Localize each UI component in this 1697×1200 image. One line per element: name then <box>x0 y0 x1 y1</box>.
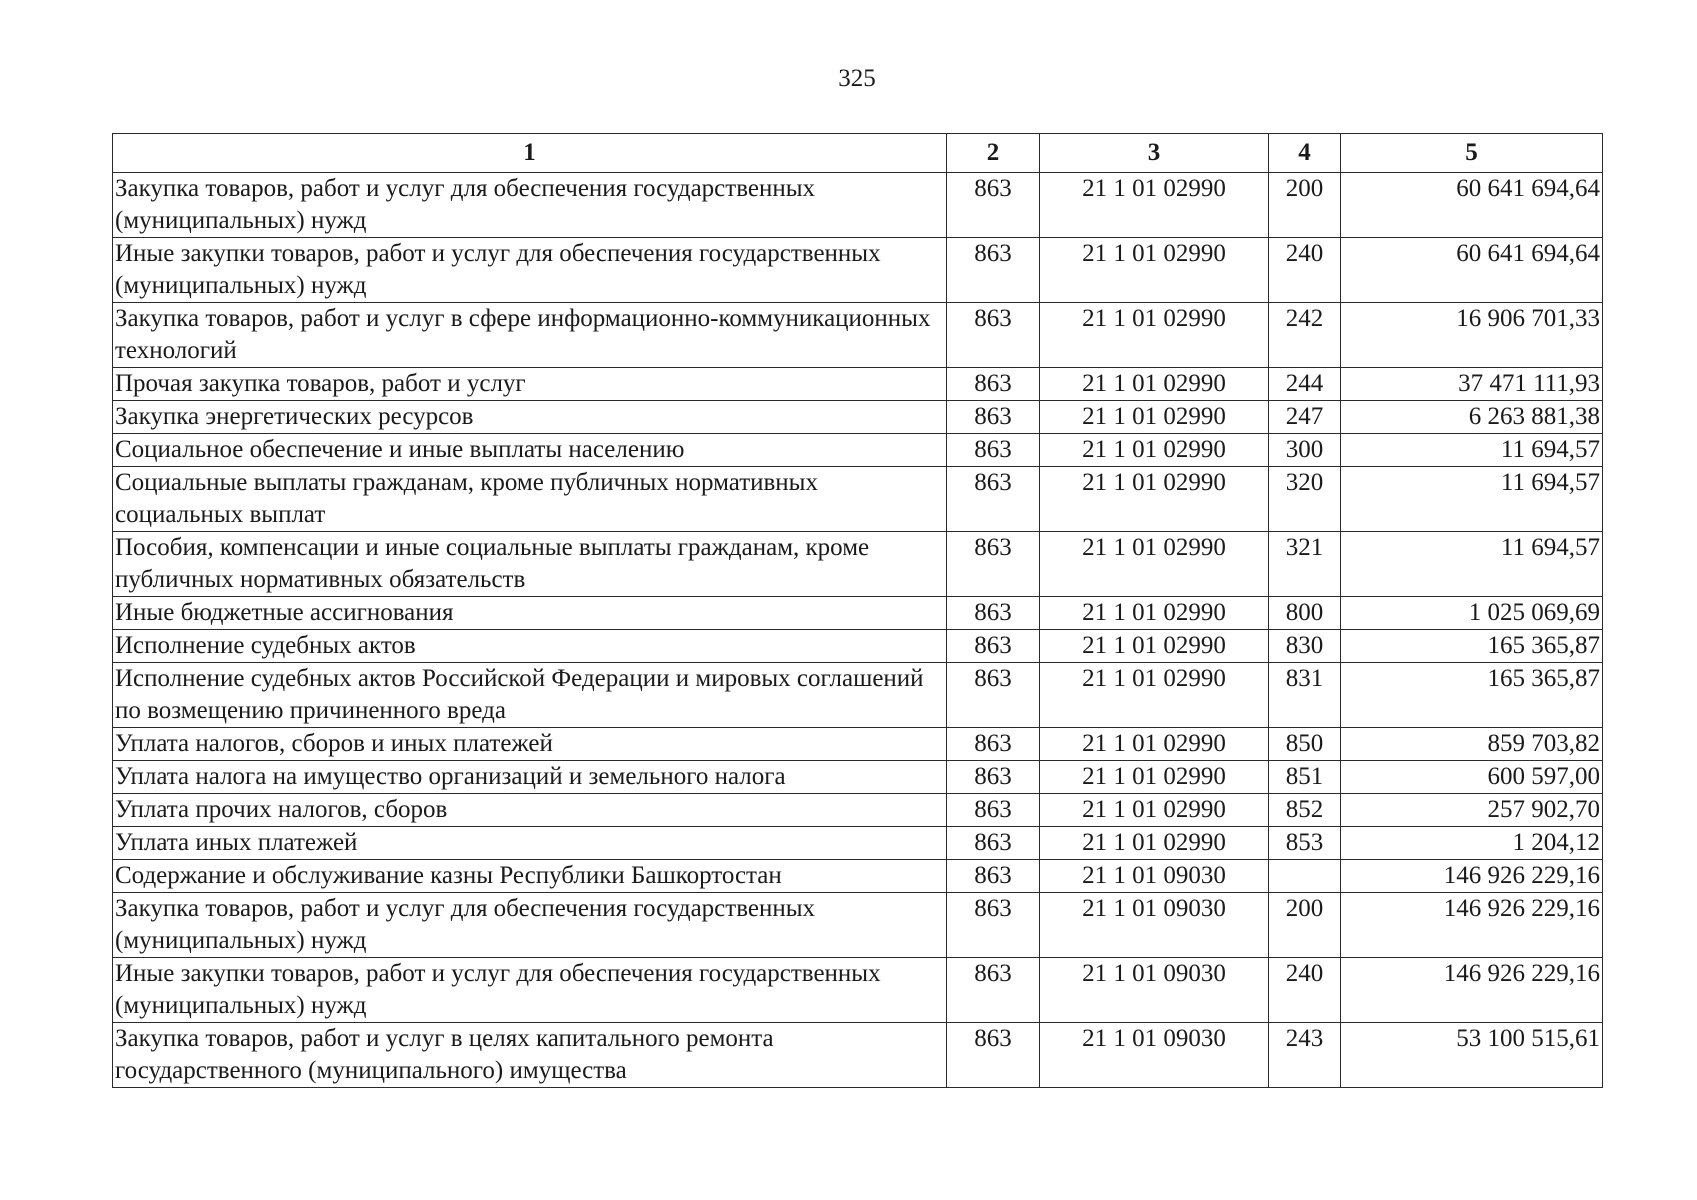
row-name: Уплата налогов, сборов и иных платежей <box>113 728 947 761</box>
table-row <box>113 401 1603 434</box>
row-vr: 831 <box>1269 663 1341 728</box>
row-sum: 146 926 229,16 <box>1341 860 1603 893</box>
table-row <box>113 794 1603 827</box>
row-vr: 247 <box>1269 401 1341 434</box>
row-vr: 853 <box>1269 827 1341 860</box>
row-sum: 600 597,00 <box>1341 761 1603 794</box>
row-sum: 11 694,57 <box>1341 532 1603 597</box>
row-kcsr: 21 1 01 02990 <box>1040 303 1269 368</box>
row-kcsr: 21 1 01 09030 <box>1040 1023 1269 1088</box>
row-name: Уплата иных платежей <box>113 827 947 860</box>
row-kcsr: 21 1 01 02990 <box>1040 434 1269 467</box>
row-name: Пособия, компенсации и иные социальные выплаты гражданам, кроме публичных нормативных обязательств <box>113 532 947 597</box>
row-sum: 859 703,82 <box>1341 728 1603 761</box>
header-col-1: 1 <box>113 134 947 173</box>
row-vr: 850 <box>1269 728 1341 761</box>
table-row <box>113 893 1603 958</box>
table-row <box>113 728 1603 761</box>
row-code: 863 <box>947 893 1040 958</box>
row-kcsr: 21 1 01 02990 <box>1040 368 1269 401</box>
row-sum: 257 902,70 <box>1341 794 1603 827</box>
row-code: 863 <box>947 761 1040 794</box>
row-code: 863 <box>947 467 1040 532</box>
row-sum: 146 926 229,16 <box>1341 958 1603 1023</box>
header-col-2: 2 <box>947 134 1040 173</box>
row-vr: 200 <box>1269 173 1341 238</box>
row-kcsr: 21 1 01 02990 <box>1040 238 1269 303</box>
table-row <box>113 532 1603 597</box>
row-kcsr: 21 1 01 09030 <box>1040 958 1269 1023</box>
row-kcsr: 21 1 01 02990 <box>1040 401 1269 434</box>
row-vr: 240 <box>1269 958 1341 1023</box>
row-sum: 1 204,12 <box>1341 827 1603 860</box>
row-sum: 165 365,87 <box>1341 630 1603 663</box>
row-name: Закупка энергетических ресурсов <box>113 401 947 434</box>
row-name: Иные закупки товаров, работ и услуг для обеспечения государственных (муниципальных) нужд <box>113 958 947 1023</box>
row-sum: 11 694,57 <box>1341 467 1603 532</box>
row-kcsr: 21 1 01 02990 <box>1040 630 1269 663</box>
row-kcsr: 21 1 01 02990 <box>1040 597 1269 630</box>
row-vr: 851 <box>1269 761 1341 794</box>
row-name: Закупка товаров, работ и услуг в сфере информационно-коммуникационных технологий <box>113 303 947 368</box>
row-code: 863 <box>947 827 1040 860</box>
header-col-5: 5 <box>1341 134 1603 173</box>
row-vr: 800 <box>1269 597 1341 630</box>
row-code: 863 <box>947 173 1040 238</box>
row-sum: 60 641 694,64 <box>1341 238 1603 303</box>
table-row <box>113 467 1603 532</box>
row-vr: 300 <box>1269 434 1341 467</box>
row-sum: 53 100 515,61 <box>1341 1023 1603 1088</box>
page-number: 325 <box>838 65 876 92</box>
table-row <box>113 303 1603 368</box>
row-code: 863 <box>947 597 1040 630</box>
table-row <box>113 238 1603 303</box>
row-kcsr: 21 1 01 02990 <box>1040 663 1269 728</box>
row-vr: 852 <box>1269 794 1341 827</box>
row-sum: 6 263 881,38 <box>1341 401 1603 434</box>
row-sum: 60 641 694,64 <box>1341 173 1603 238</box>
row-vr: 242 <box>1269 303 1341 368</box>
table-row <box>113 630 1603 663</box>
row-kcsr: 21 1 01 02990 <box>1040 532 1269 597</box>
budget-table <box>112 133 1603 1088</box>
row-kcsr: 21 1 01 02990 <box>1040 467 1269 532</box>
table-row <box>113 368 1603 401</box>
row-vr <box>1269 860 1341 893</box>
header-col-3: 3 <box>1040 134 1269 173</box>
row-vr: 244 <box>1269 368 1341 401</box>
row-vr: 200 <box>1269 893 1341 958</box>
row-name: Содержание и обслуживание казны Республики Башкортостан <box>113 860 947 893</box>
row-kcsr: 21 1 01 09030 <box>1040 893 1269 958</box>
row-name: Уплата прочих налогов, сборов <box>113 794 947 827</box>
row-sum: 16 906 701,33 <box>1341 303 1603 368</box>
row-vr: 830 <box>1269 630 1341 663</box>
row-sum: 37 471 111,93 <box>1341 368 1603 401</box>
row-code: 863 <box>947 728 1040 761</box>
row-kcsr: 21 1 01 02990 <box>1040 827 1269 860</box>
row-code: 863 <box>947 532 1040 597</box>
row-kcsr: 21 1 01 02990 <box>1040 794 1269 827</box>
row-name: Закупка товаров, работ и услуг в целях капитального ремонта государственного (муниципального) имущества <box>113 1023 947 1088</box>
row-name: Закупка товаров, работ и услуг для обеспечения государственных (муниципальных) нужд <box>113 893 947 958</box>
row-name: Социальные выплаты гражданам, кроме публичных нормативных социальных выплат <box>113 467 947 532</box>
row-sum: 11 694,57 <box>1341 434 1603 467</box>
table-row <box>113 663 1603 728</box>
table-row <box>113 1023 1603 1088</box>
row-name: Прочая закупка товаров, работ и услуг <box>113 368 947 401</box>
header-col-4: 4 <box>1269 134 1341 173</box>
row-code: 863 <box>947 303 1040 368</box>
row-name: Закупка товаров, работ и услуг для обеспечения государственных (муниципальных) нужд <box>113 173 947 238</box>
row-vr: 320 <box>1269 467 1341 532</box>
row-name: Иные закупки товаров, работ и услуг для обеспечения государственных (муниципальных) нужд <box>113 238 947 303</box>
row-kcsr: 21 1 01 02990 <box>1040 173 1269 238</box>
row-code: 863 <box>947 860 1040 893</box>
row-name: Исполнение судебных актов Российской Федерации и мировых соглашений по возмещению причиненного вреда <box>113 663 947 728</box>
table-row <box>113 434 1603 467</box>
row-code: 863 <box>947 1023 1040 1088</box>
table-row <box>113 761 1603 794</box>
row-code: 863 <box>947 663 1040 728</box>
row-code: 863 <box>947 958 1040 1023</box>
row-name: Иные бюджетные ассигнования <box>113 597 947 630</box>
row-kcsr: 21 1 01 02990 <box>1040 728 1269 761</box>
row-vr: 321 <box>1269 532 1341 597</box>
row-sum: 165 365,87 <box>1341 663 1603 728</box>
table-row <box>113 173 1603 238</box>
row-sum: 146 926 229,16 <box>1341 893 1603 958</box>
row-name: Социальное обеспечение и иные выплаты населению <box>113 434 947 467</box>
row-kcsr: 21 1 01 02990 <box>1040 761 1269 794</box>
table-row <box>113 958 1603 1023</box>
row-name: Уплата налога на имущество организаций и земельного налога <box>113 761 947 794</box>
row-code: 863 <box>947 794 1040 827</box>
table-row <box>113 597 1603 630</box>
row-code: 863 <box>947 434 1040 467</box>
row-sum: 1 025 069,69 <box>1341 597 1603 630</box>
table-header-row <box>113 134 1603 173</box>
row-vr: 240 <box>1269 238 1341 303</box>
row-code: 863 <box>947 368 1040 401</box>
table-row <box>113 827 1603 860</box>
table-row <box>113 860 1603 893</box>
row-code: 863 <box>947 630 1040 663</box>
row-kcsr: 21 1 01 09030 <box>1040 860 1269 893</box>
row-vr: 243 <box>1269 1023 1341 1088</box>
row-name: Исполнение судебных актов <box>113 630 947 663</box>
row-code: 863 <box>947 238 1040 303</box>
row-code: 863 <box>947 401 1040 434</box>
